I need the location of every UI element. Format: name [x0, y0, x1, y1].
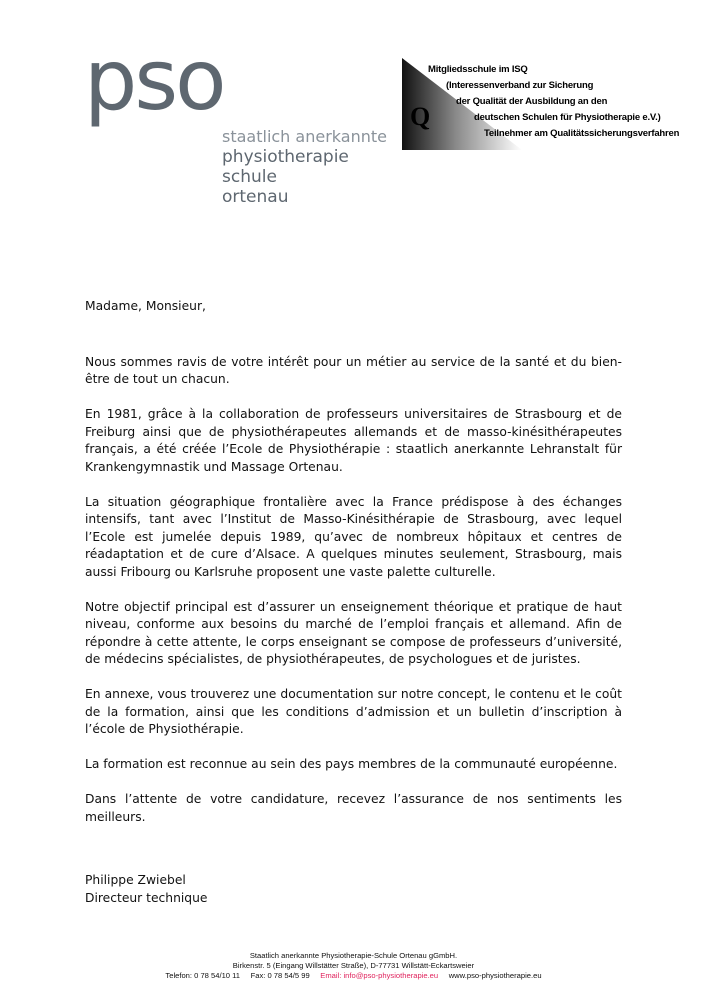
- letter-footer: [0, 951, 707, 981]
- school-name-block: [222, 127, 387, 207]
- paragraph-7: Dans l’attente de votre candidature, recevez l’assurance de nos sentiments les meilleurs.: [85, 792, 622, 824]
- paragraph-2: En 1981, grâce à la collaboration de professeurs universitaires de Strasbourg et de Freiburg ainsi que de physiothérapeutes allemands et de masso-kinésithérapeutes français, a été créée l’Ecole de Physiothérapie : staatlich anerkannte Lehranstalt für Krankengymnastik und Massage Ortenau.: [85, 407, 622, 474]
- school-name-line-2: physiotherapie: [222, 147, 349, 167]
- salutation: Madame, Monsieur,: [85, 299, 206, 313]
- isq-membership-badge: [402, 58, 682, 154]
- isq-line-4: deutschen Schulen für Physiotherapie e.V.): [474, 112, 661, 123]
- letter-body: [85, 298, 622, 907]
- footer-phone: Telefon: 0 78 54/10 11: [165, 971, 241, 980]
- isq-line-2: (Interessenverband zur Sicherung: [446, 80, 594, 91]
- footer-contact-line: [0, 971, 707, 981]
- signature-block: [85, 872, 622, 907]
- isq-q-letter: Q: [410, 102, 431, 131]
- paragraph-6: La formation est reconnue au sein des pays membres de la communauté européenne.: [85, 757, 618, 771]
- footer-company: Staatlich anerkannte Physiotherapie-Schule Ortenau gGmbH.: [249, 951, 458, 960]
- paragraph-5: En annexe, vous trouverez une documentation sur notre concept, le contenu et le coût de la formation, ainsi que les conditions d’admission et un bulletin d’inscription à l’école de Physiothérapie.: [85, 687, 622, 736]
- school-name-line-4: ortenau: [222, 187, 289, 207]
- school-name-line-3: schule: [222, 167, 277, 187]
- isq-line-5: Teilnehmer am Qualitätssicherungsverfahren: [484, 128, 680, 139]
- footer-address: Birkenstr. 5 (Eingang Willstätter Straße), D-77731 Willstätt-Eckartsweier: [232, 961, 475, 970]
- footer-fax: Fax: 0 78 54/5 99: [250, 971, 310, 980]
- pso-logo: pso: [84, 31, 224, 129]
- footer-email-link[interactable]: Email: info@pso-physiotherapie.eu: [320, 971, 439, 980]
- isq-line-3: der Qualität der Ausbildung an den: [456, 96, 608, 107]
- paragraph-3: La situation géographique frontalière avec la France prédispose à des échanges intensifs, tant avec l’Institut de Masso-Kinésithérapie de Strasbourg, avec lequel l’Ecole est jumelée depuis 1989, qu’avec de nombreux hôpitaux et centres de réadaptation et de cure d’Alsace. A quelques minutes seulement, Strasbourg, mais aussi Fribourg ou Karlsruhe proposent une vaste palette culturelle.: [85, 494, 622, 579]
- footer-website-link[interactable]: www.pso-physiotherapie.eu: [448, 971, 542, 980]
- paragraph-4: Notre objectif principal est d’assurer un enseignement théorique et pratique de haut niveau, conforme aux besoins du marché de l’emploi français et allemand. Afin de répondre à cette attente, le corps enseignant se compose de professeurs d’université, de médecins spécialistes, de physiothérapeutes, de psychologues et de juristes.: [85, 599, 622, 666]
- paragraph-1: Nous sommes ravis de votre intérêt pour un métier au service de la santé et du bien-être de tout un chacun.: [85, 354, 622, 386]
- school-name-line-1: staatlich anerkannte: [222, 127, 387, 146]
- signature-title: Directeur technique: [85, 890, 208, 905]
- isq-line-1: Mitgliedsschule im ISQ: [428, 64, 528, 75]
- signature-name: Philippe Zwiebel: [85, 873, 186, 887]
